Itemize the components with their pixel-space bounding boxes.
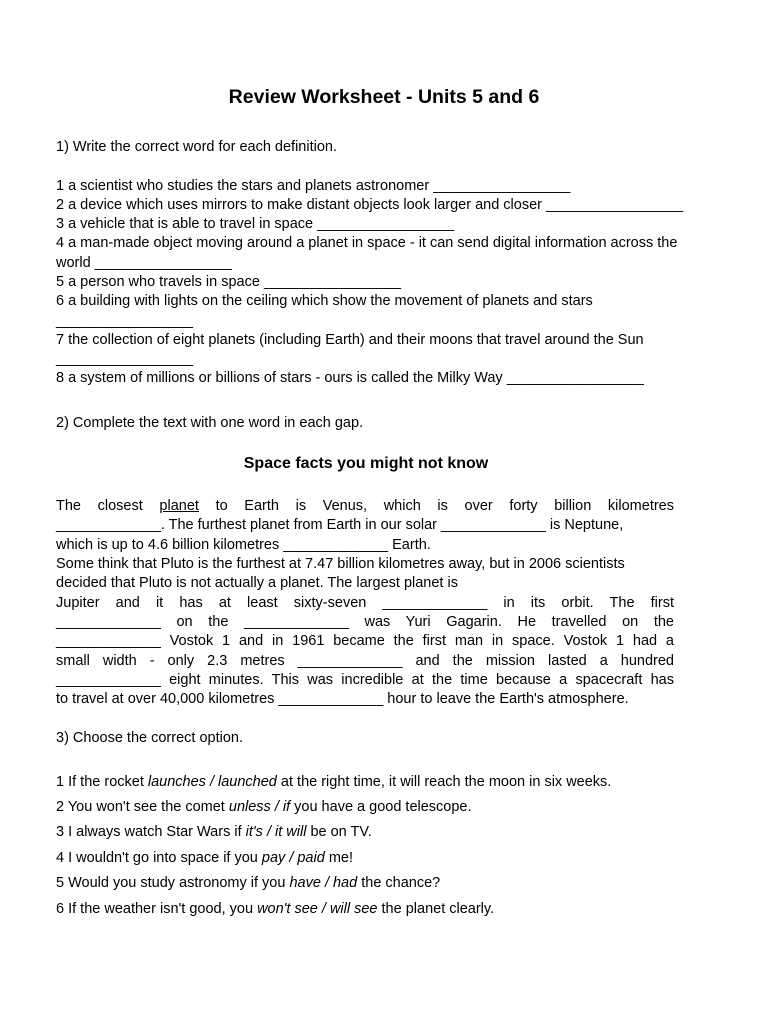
definition-line: world _________________ [56, 255, 232, 271]
section2-subtitle: Space facts you might not know [243, 455, 489, 472]
paragraph-text: to Earth is Venus, which is over forty billion kilometres [215, 498, 674, 514]
definition-line: _________________ [56, 351, 194, 367]
section3-instruction: 3) Choose the correct option. [56, 730, 243, 746]
option-item [56, 874, 440, 893]
definition-line: 4 a man-made object moving around a planet in space - it can send digital information across the [56, 235, 678, 251]
page-title: Review Worksheet - Units 5 and 6 [228, 86, 540, 108]
option-text: 5 Would you study astronomy if you [56, 875, 290, 891]
option-item [56, 773, 611, 792]
paragraph-line: which is up to 4.6 billion kilometres _____________ Earth. [56, 537, 431, 553]
section1-instruction: 1) Write the correct word for each definition. [56, 139, 337, 155]
option-text: 6 If the weather isn't good, you [56, 901, 258, 917]
paragraph-line: to travel at over 40,000 kilometres _____________ hour to leave the Earth's atmosphere. [56, 691, 629, 707]
option-item [56, 823, 372, 842]
definition-line: 2 a device which uses mirrors to make distant objects look larger and closer _________________ [56, 197, 684, 213]
option-text: 1 If the rocket [56, 774, 148, 790]
definition-line: _________________ [56, 313, 194, 329]
definition-line: 5 a person who travels in space _________________ [56, 274, 402, 290]
paragraph-line: small width - only 2.3 metres _____________ and the mission lasted a hundred [56, 653, 674, 669]
definition-line: 7 the collection of eight planets (including Earth) and their moons that travel around the Sun [56, 332, 644, 348]
option-text: be on TV. [306, 824, 372, 840]
option-text: the planet clearly. [377, 901, 495, 917]
paragraph-text: The closest [56, 498, 143, 514]
option-choice: unless / if [228, 799, 291, 815]
paragraph-line [56, 497, 674, 516]
option-text: the chance? [357, 875, 441, 891]
option-choice: have / had [289, 875, 358, 891]
option-text: me! [324, 850, 353, 866]
example-answer: planet [159, 498, 199, 514]
definition-line: 6 a building with lights on the ceiling which show the movement of planets and stars [56, 293, 593, 309]
option-choice: won't see / will see [257, 901, 378, 917]
paragraph-line: decided that Pluto is not actually a planet. The largest planet is [56, 575, 458, 591]
definition-line: 1 a scientist who studies the stars and planets astronomer _________________ [56, 178, 571, 194]
paragraph-line: Some think that Pluto is the furthest at 7.47 billion kilometres away, but in 2006 scientists [56, 556, 625, 572]
option-choice: it's / it will [245, 824, 307, 840]
paragraph-line: _____________ on the _____________ was Yuri Gagarin. He travelled on the [56, 614, 674, 630]
option-item [56, 798, 472, 817]
definition-line: 8 a system of millions or billions of stars - ours is called the Milky Way _________________ [56, 370, 644, 386]
option-text: at the right time, it will reach the moon in six weeks. [276, 774, 612, 790]
option-text: 2 You won't see the comet [56, 799, 229, 815]
option-text: you have a good telescope. [290, 799, 472, 815]
paragraph-line: _____________. The furthest planet from Earth in our solar _____________ is Neptune, [56, 517, 624, 533]
paragraph-line: Jupiter and it has at least sixty-seven _____________ in its orbit. The first [56, 595, 674, 611]
paragraph-line: _____________ Vostok 1 and in 1961 became the first man in space. Vostok 1 had a [56, 633, 674, 649]
definition-line: 3 a vehicle that is able to travel in space _________________ [56, 216, 455, 232]
option-text: 4 I wouldn't go into space if you [56, 850, 262, 866]
paragraph-line: _____________ eight minutes. This was incredible at the time because a spacecraft has [56, 672, 674, 688]
option-text: 3 I always watch Star Wars if [56, 824, 246, 840]
option-choice: launches / launched [147, 774, 277, 790]
option-choice: pay / paid [261, 850, 325, 866]
option-item [56, 900, 494, 919]
option-item [56, 849, 353, 868]
section2-instruction: 2) Complete the text with one word in each gap. [56, 415, 364, 431]
